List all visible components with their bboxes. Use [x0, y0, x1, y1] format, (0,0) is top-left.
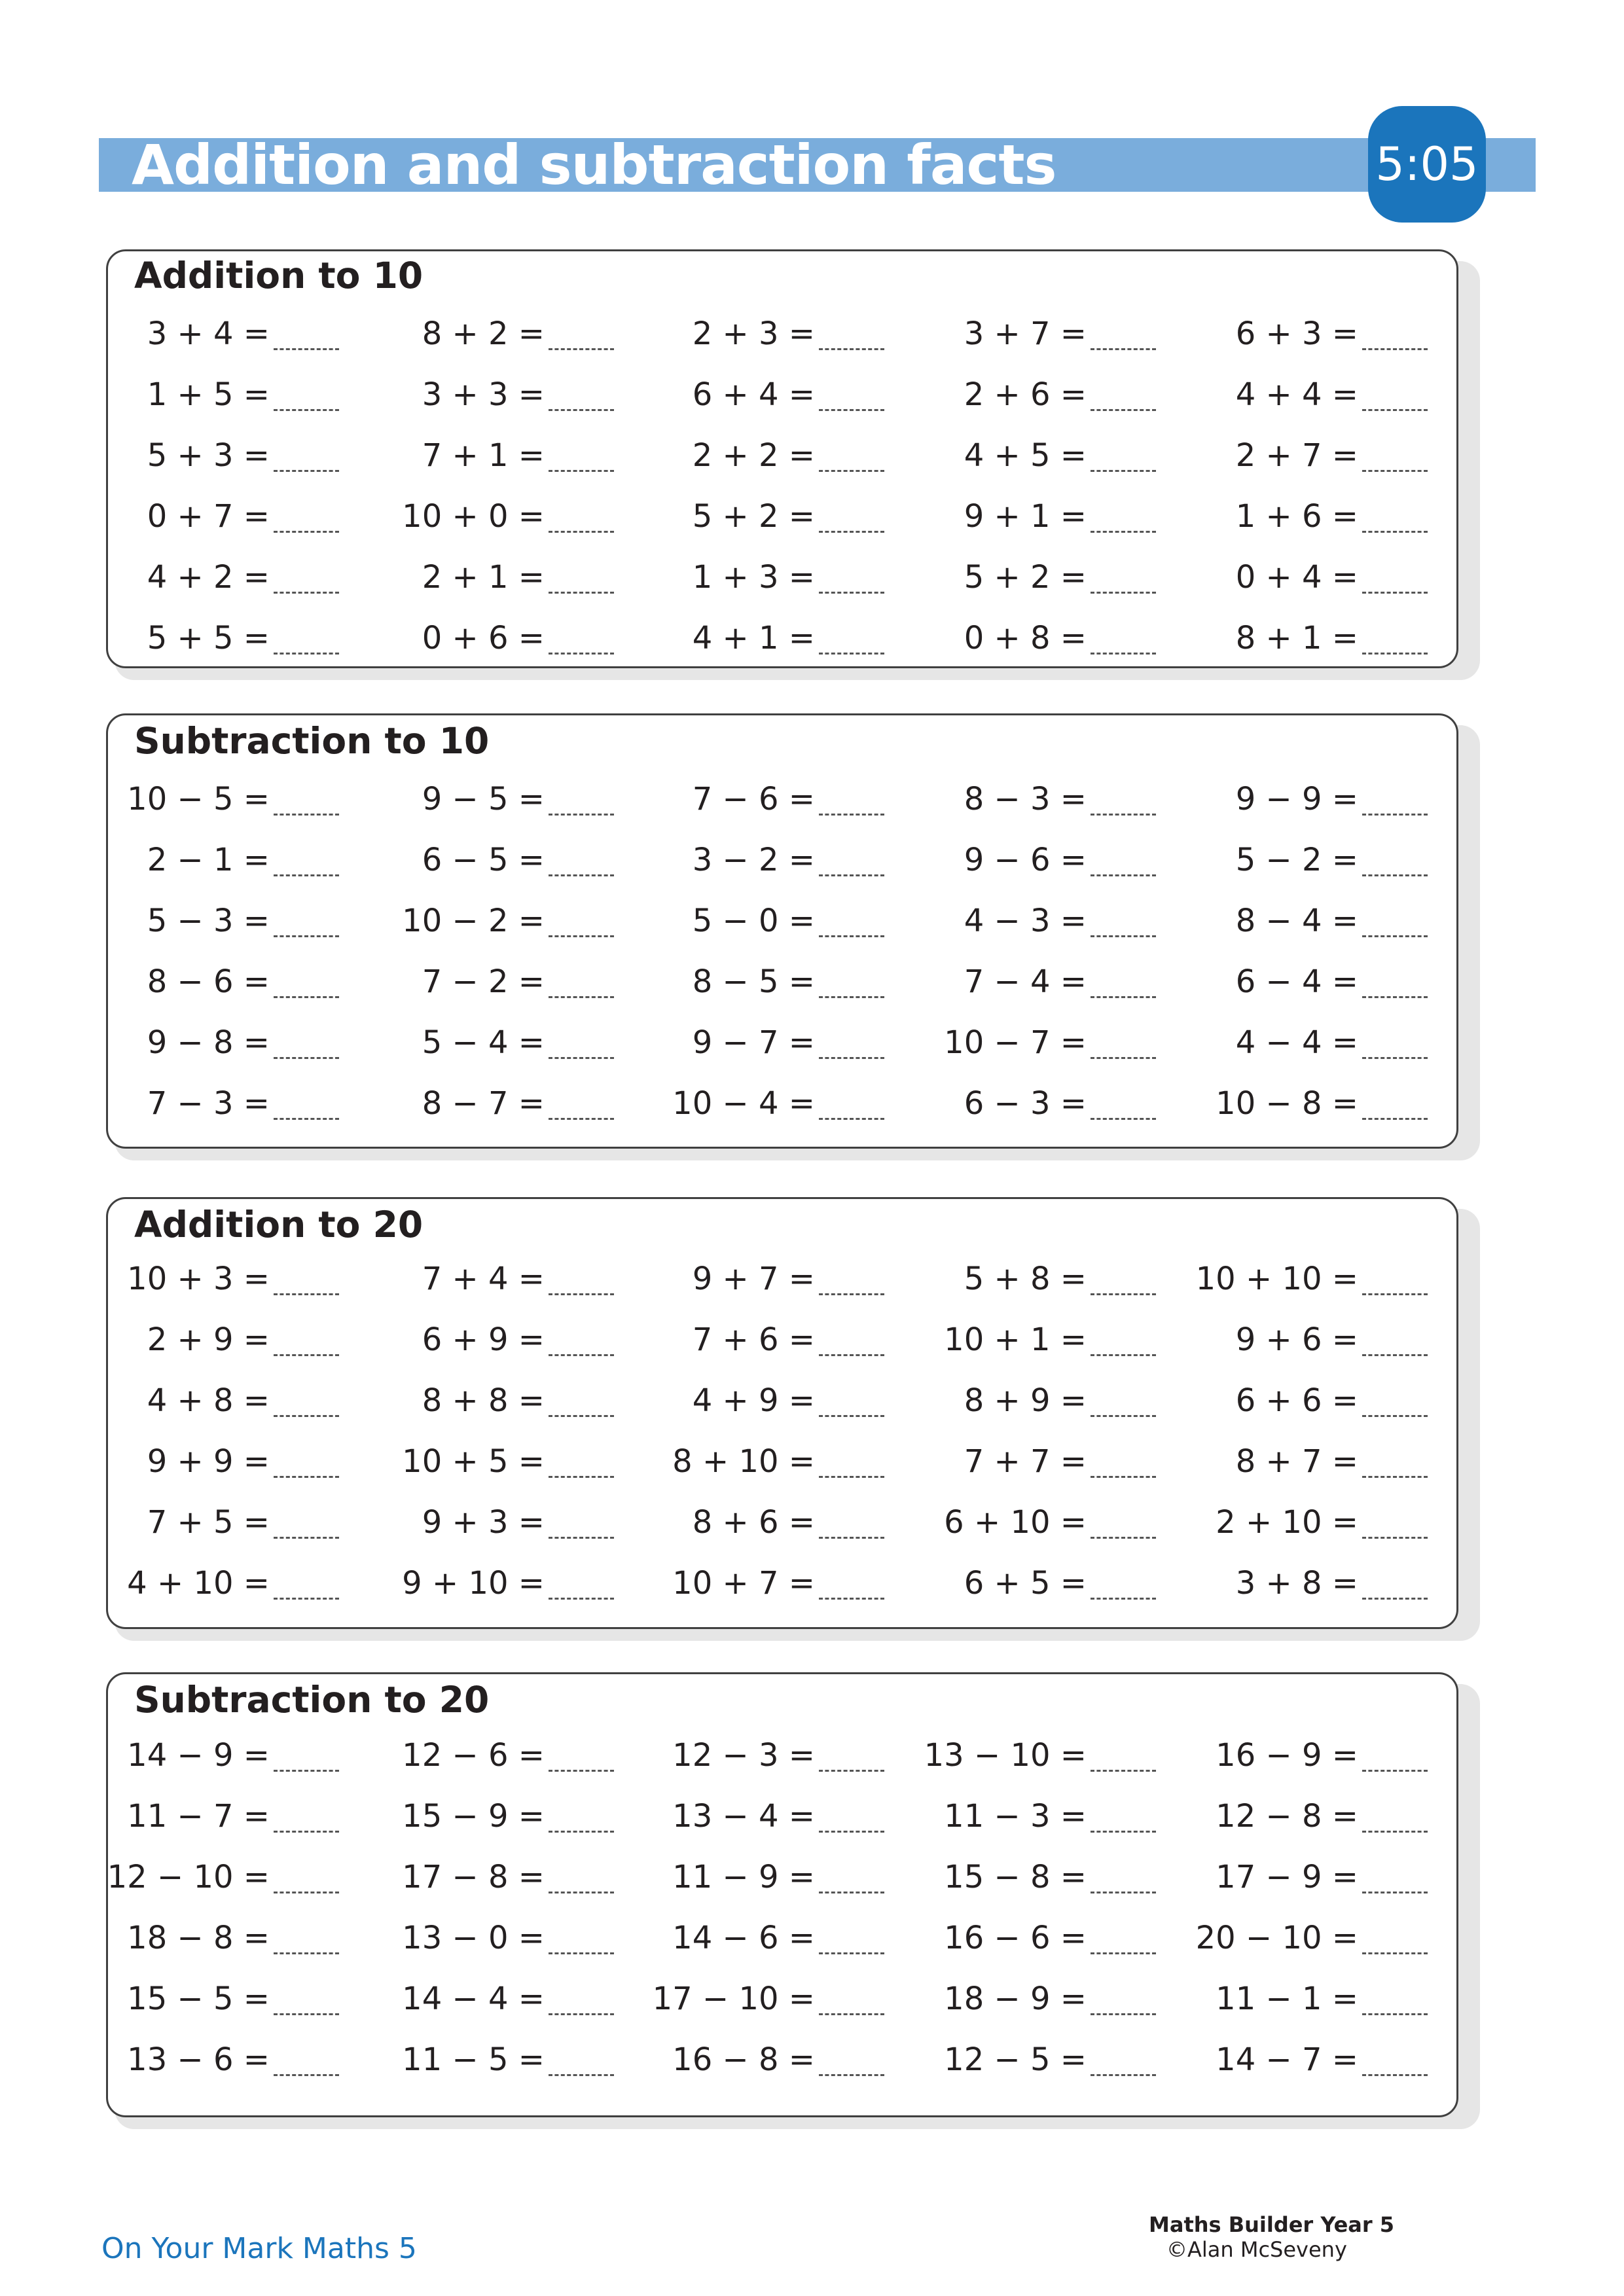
math-problem: 2 + 2 =: [692, 437, 815, 474]
math-problem: 15 − 5 =: [127, 1981, 270, 2017]
answer-blank[interactable]: [1091, 2074, 1156, 2076]
section-title: Addition to 10: [134, 255, 424, 296]
answer-blank[interactable]: [1091, 2013, 1156, 2015]
math-problem: 4 + 4 =: [1235, 376, 1358, 413]
answer-blank[interactable]: [274, 1831, 339, 1833]
math-problem: 3 + 4 =: [147, 315, 270, 352]
answer-blank[interactable]: [274, 1057, 339, 1059]
answer-blank[interactable]: [274, 1537, 339, 1539]
math-problem: 17 − 8 =: [402, 1859, 545, 1895]
answer-blank[interactable]: [274, 1118, 339, 1120]
math-problem: 4 + 8 =: [147, 1382, 270, 1419]
math-problem: 9 − 8 =: [147, 1024, 270, 1061]
answer-blank[interactable]: [1091, 935, 1156, 937]
answer-blank[interactable]: [1362, 1293, 1428, 1295]
math-problem: 2 − 1 =: [147, 842, 270, 878]
math-problem: 10 − 7 =: [944, 1024, 1087, 1061]
answer-blank[interactable]: [1362, 814, 1428, 816]
math-problem: 8 + 7 =: [1235, 1443, 1358, 1480]
math-problem: 2 + 3 =: [692, 315, 815, 352]
math-problem: 1 + 6 =: [1235, 498, 1358, 535]
math-problem: 13 − 4 =: [672, 1798, 815, 1835]
answer-blank[interactable]: [549, 996, 614, 998]
math-problem: 6 + 6 =: [1235, 1382, 1358, 1419]
math-problem: 7 + 4 =: [422, 1261, 545, 1297]
section-title: Subtraction to 20: [134, 1679, 490, 1721]
math-problem: 8 − 7 =: [422, 1085, 545, 1122]
math-problem: 13 − 6 =: [127, 2041, 270, 2078]
answer-blank[interactable]: [1362, 1118, 1428, 1120]
answer-blank[interactable]: [1091, 1598, 1156, 1600]
answer-blank[interactable]: [1091, 1057, 1156, 1059]
math-problem: 4 + 10 =: [127, 1565, 270, 1602]
answer-blank[interactable]: [1362, 470, 1428, 472]
answer-blank[interactable]: [1091, 1354, 1156, 1356]
answer-blank[interactable]: [1362, 1770, 1428, 1772]
answer-blank[interactable]: [1091, 1952, 1156, 1954]
answer-blank[interactable]: [819, 1476, 884, 1478]
math-problem: 6 + 3 =: [1235, 315, 1358, 352]
math-problem: 4 + 9 =: [692, 1382, 815, 1419]
math-problem: 5 + 5 =: [147, 620, 270, 656]
answer-blank[interactable]: [549, 1118, 614, 1120]
math-problem: 13 − 0 =: [402, 1920, 545, 1956]
answer-blank[interactable]: [549, 2013, 614, 2015]
answer-blank[interactable]: [1091, 996, 1156, 998]
math-problem: 14 − 9 =: [127, 1737, 270, 1774]
math-problem: 5 − 2 =: [1235, 842, 1358, 878]
math-problem: 4 − 4 =: [1235, 1024, 1358, 1061]
answer-blank[interactable]: [1091, 1770, 1156, 1772]
answer-blank[interactable]: [1362, 592, 1428, 594]
answer-blank[interactable]: [549, 592, 614, 594]
answer-blank[interactable]: [819, 1293, 884, 1295]
math-problem: 14 − 6 =: [672, 1920, 815, 1956]
math-problem: 8 + 2 =: [422, 315, 545, 352]
answer-blank[interactable]: [1362, 1537, 1428, 1539]
answer-blank[interactable]: [1362, 1476, 1428, 1478]
math-problem: 10 + 10 =: [1195, 1261, 1358, 1297]
math-problem: 7 − 3 =: [147, 1085, 270, 1122]
answer-blank[interactable]: [1091, 592, 1156, 594]
math-problem: 12 − 8 =: [1216, 1798, 1358, 1835]
answer-blank[interactable]: [549, 1293, 614, 1295]
math-problem: 13 − 10 =: [924, 1737, 1087, 1774]
math-problem: 10 + 5 =: [402, 1443, 545, 1480]
answer-blank[interactable]: [1091, 348, 1156, 350]
math-problem: 0 + 4 =: [1235, 559, 1358, 596]
math-problem: 6 − 4 =: [1235, 963, 1358, 1000]
math-problem: 4 + 2 =: [147, 559, 270, 596]
math-problem: 8 + 10 =: [672, 1443, 815, 1480]
math-problem: 7 + 7 =: [964, 1443, 1087, 1480]
answer-blank[interactable]: [274, 1892, 339, 1893]
answer-blank[interactable]: [819, 1831, 884, 1833]
answer-blank[interactable]: [549, 2074, 614, 2076]
math-problem: 18 − 9 =: [944, 1981, 1087, 2017]
math-problem: 0 + 6 =: [422, 620, 545, 656]
answer-blank[interactable]: [819, 653, 884, 655]
math-problem: 15 − 9 =: [402, 1798, 545, 1835]
math-problem: 8 − 6 =: [147, 963, 270, 1000]
math-problem: 5 + 2 =: [692, 498, 815, 535]
answer-blank[interactable]: [1362, 1598, 1428, 1600]
section-title: Addition to 20: [134, 1204, 424, 1246]
answer-blank[interactable]: [274, 996, 339, 998]
math-problem: 9 + 9 =: [147, 1443, 270, 1480]
answer-blank[interactable]: [819, 409, 884, 411]
math-problem: 5 + 3 =: [147, 437, 270, 474]
math-problem: 16 − 6 =: [944, 1920, 1087, 1956]
math-problem: 9 + 7 =: [692, 1261, 815, 1297]
answer-blank[interactable]: [274, 814, 339, 816]
answer-blank[interactable]: [274, 874, 339, 876]
math-problem: 6 + 10 =: [944, 1504, 1087, 1541]
answer-blank[interactable]: [819, 2074, 884, 2076]
math-problem: 18 − 8 =: [127, 1920, 270, 1956]
answer-blank[interactable]: [819, 1952, 884, 1954]
math-problem: 9 + 1 =: [964, 498, 1087, 535]
math-problem: 8 + 1 =: [1235, 620, 1358, 656]
math-problem: 0 + 8 =: [964, 620, 1087, 656]
math-problem: 5 − 3 =: [147, 903, 270, 939]
math-problem: 8 − 3 =: [964, 781, 1087, 817]
answer-blank[interactable]: [274, 1952, 339, 1954]
answer-blank[interactable]: [549, 1057, 614, 1059]
unit-badge: 5:05: [1368, 106, 1486, 223]
answer-blank[interactable]: [819, 1892, 884, 1893]
answer-blank[interactable]: [549, 1952, 614, 1954]
answer-blank[interactable]: [1362, 874, 1428, 876]
math-problem: 5 − 0 =: [692, 903, 815, 939]
answer-blank[interactable]: [549, 1892, 614, 1893]
answer-blank[interactable]: [1091, 653, 1156, 655]
answer-blank[interactable]: [819, 1598, 884, 1600]
answer-blank[interactable]: [274, 935, 339, 937]
math-problem: 10 − 4 =: [672, 1085, 815, 1122]
math-problem: 9 + 10 =: [402, 1565, 545, 1602]
answer-blank[interactable]: [819, 1770, 884, 1772]
math-problem: 12 − 3 =: [672, 1737, 815, 1774]
math-problem: 7 − 6 =: [692, 781, 815, 817]
math-problem: 10 + 3 =: [127, 1261, 270, 1297]
answer-blank[interactable]: [819, 996, 884, 998]
math-problem: 11 − 5 =: [402, 2041, 545, 2078]
answer-blank[interactable]: [549, 1598, 614, 1600]
answer-blank[interactable]: [549, 935, 614, 937]
answer-blank[interactable]: [1362, 1892, 1428, 1893]
answer-blank[interactable]: [819, 592, 884, 594]
answer-blank[interactable]: [1362, 348, 1428, 350]
answer-blank[interactable]: [274, 1293, 339, 1295]
math-problem: 4 − 3 =: [964, 903, 1087, 939]
answer-blank[interactable]: [819, 470, 884, 472]
math-problem: 4 + 1 =: [692, 620, 815, 656]
footer-book-title: Maths Builder Year 5: [1149, 2212, 1395, 2237]
answer-blank[interactable]: [274, 531, 339, 533]
answer-blank[interactable]: [274, 348, 339, 350]
math-problem: 12 − 5 =: [944, 2041, 1087, 2078]
answer-blank[interactable]: [1362, 1354, 1428, 1356]
math-problem: 1 + 5 =: [147, 376, 270, 413]
answer-blank[interactable]: [1362, 2013, 1428, 2015]
answer-blank[interactable]: [1362, 531, 1428, 533]
answer-blank[interactable]: [819, 348, 884, 350]
math-problem: 2 + 9 =: [147, 1321, 270, 1358]
answer-blank[interactable]: [1362, 653, 1428, 655]
math-problem: 3 + 7 =: [964, 315, 1087, 352]
math-problem: 9 + 6 =: [1235, 1321, 1358, 1358]
answer-blank[interactable]: [549, 653, 614, 655]
answer-blank[interactable]: [819, 531, 884, 533]
answer-blank[interactable]: [549, 814, 614, 816]
answer-blank[interactable]: [274, 1415, 339, 1417]
math-problem: 11 − 3 =: [944, 1798, 1087, 1835]
math-problem: 14 − 4 =: [402, 1981, 545, 2017]
answer-blank[interactable]: [819, 2013, 884, 2015]
math-problem: 16 − 9 =: [1216, 1737, 1358, 1774]
math-problem: 9 + 3 =: [422, 1504, 545, 1541]
math-problem: 5 + 2 =: [964, 559, 1087, 596]
math-problem: 0 + 7 =: [147, 498, 270, 535]
answer-blank[interactable]: [1091, 470, 1156, 472]
answer-blank[interactable]: [1091, 1476, 1156, 1478]
answer-blank[interactable]: [1362, 1415, 1428, 1417]
math-problem: 10 − 8 =: [1216, 1085, 1358, 1122]
answer-blank[interactable]: [549, 874, 614, 876]
math-problem: 11 − 7 =: [127, 1798, 270, 1835]
math-problem: 15 − 8 =: [944, 1859, 1087, 1895]
answer-blank[interactable]: [549, 348, 614, 350]
answer-blank[interactable]: [1362, 935, 1428, 937]
answer-blank[interactable]: [274, 653, 339, 655]
math-problem: 7 + 6 =: [692, 1321, 815, 1358]
answer-blank[interactable]: [549, 531, 614, 533]
answer-blank[interactable]: [549, 1831, 614, 1833]
math-problem: 17 − 9 =: [1216, 1859, 1358, 1895]
math-problem: 9 − 7 =: [692, 1024, 815, 1061]
answer-blank[interactable]: [549, 409, 614, 411]
answer-blank[interactable]: [549, 1476, 614, 1478]
math-problem: 2 + 10 =: [1216, 1504, 1358, 1541]
answer-blank[interactable]: [1091, 531, 1156, 533]
answer-blank[interactable]: [1091, 1415, 1156, 1417]
section-title: Subtraction to 10: [134, 720, 490, 762]
math-problem: 9 − 6 =: [964, 842, 1087, 878]
answer-blank[interactable]: [549, 470, 614, 472]
footer-series: On Your Mark Maths 5: [101, 2232, 417, 2265]
math-problem: 11 − 1 =: [1216, 1981, 1358, 2017]
math-problem: 17 − 10 =: [652, 1981, 815, 2017]
answer-blank[interactable]: [1362, 1831, 1428, 1833]
answer-blank[interactable]: [274, 2074, 339, 2076]
answer-blank[interactable]: [1091, 814, 1156, 816]
math-problem: 10 + 1 =: [944, 1321, 1087, 1358]
math-problem: 8 − 5 =: [692, 963, 815, 1000]
answer-blank[interactable]: [1091, 409, 1156, 411]
answer-blank[interactable]: [1091, 1293, 1156, 1295]
answer-blank[interactable]: [1091, 1118, 1156, 1120]
math-problem: 7 − 2 =: [422, 963, 545, 1000]
answer-blank[interactable]: [819, 1537, 884, 1539]
answer-blank[interactable]: [274, 1770, 339, 1772]
answer-blank[interactable]: [274, 409, 339, 411]
answer-blank[interactable]: [549, 1537, 614, 1539]
answer-blank[interactable]: [549, 1354, 614, 1356]
answer-blank[interactable]: [819, 935, 884, 937]
answer-blank[interactable]: [274, 2013, 339, 2015]
math-problem: 3 − 2 =: [692, 842, 815, 878]
math-problem: 7 − 4 =: [964, 963, 1087, 1000]
answer-blank[interactable]: [274, 1476, 339, 1478]
answer-blank[interactable]: [274, 470, 339, 472]
math-problem: 6 + 4 =: [692, 376, 815, 413]
math-problem: 10 − 5 =: [127, 781, 270, 817]
math-problem: 8 + 6 =: [692, 1504, 815, 1541]
answer-blank[interactable]: [1091, 1537, 1156, 1539]
math-problem: 7 + 1 =: [422, 437, 545, 474]
math-problem: 10 + 7 =: [672, 1565, 815, 1602]
answer-blank[interactable]: [819, 1118, 884, 1120]
math-problem: 11 − 9 =: [672, 1859, 815, 1895]
math-problem: 20 − 10 =: [1195, 1920, 1358, 1956]
math-problem: 4 + 5 =: [964, 437, 1087, 474]
answer-blank[interactable]: [274, 1598, 339, 1600]
math-problem: 1 + 3 =: [692, 559, 815, 596]
answer-blank[interactable]: [1362, 1057, 1428, 1059]
answer-blank[interactable]: [1091, 1831, 1156, 1833]
answer-blank[interactable]: [274, 1354, 339, 1356]
math-problem: 3 + 8 =: [1235, 1565, 1358, 1602]
math-problem: 3 + 3 =: [422, 376, 545, 413]
answer-blank[interactable]: [1091, 1892, 1156, 1893]
math-problem: 7 + 5 =: [147, 1504, 270, 1541]
answer-blank[interactable]: [1362, 409, 1428, 411]
math-problem: 14 − 7 =: [1216, 2041, 1358, 2078]
math-problem: 6 − 5 =: [422, 842, 545, 878]
math-problem: 2 + 7 =: [1235, 437, 1358, 474]
answer-blank[interactable]: [1362, 996, 1428, 998]
answer-blank[interactable]: [819, 814, 884, 816]
answer-blank[interactable]: [1362, 2074, 1428, 2076]
math-problem: 8 + 9 =: [964, 1382, 1087, 1419]
math-problem: 8 − 4 =: [1235, 903, 1358, 939]
math-problem: 8 + 8 =: [422, 1382, 545, 1419]
math-problem: 12 − 10 =: [107, 1859, 270, 1895]
answer-blank[interactable]: [549, 1770, 614, 1772]
page-title: Addition and subtraction facts: [132, 133, 1056, 197]
math-problem: 2 + 1 =: [422, 559, 545, 596]
answer-blank[interactable]: [1362, 1952, 1428, 1954]
math-problem: 5 − 4 =: [422, 1024, 545, 1061]
math-problem: 6 + 5 =: [964, 1565, 1087, 1602]
answer-blank[interactable]: [274, 592, 339, 594]
answer-blank[interactable]: [1091, 874, 1156, 876]
answer-blank[interactable]: [819, 1057, 884, 1059]
answer-blank[interactable]: [819, 874, 884, 876]
math-problem: 10 + 0 =: [402, 498, 545, 535]
math-problem: 2 + 6 =: [964, 376, 1087, 413]
math-problem: 12 − 6 =: [402, 1737, 545, 1774]
math-problem: 16 − 8 =: [672, 2041, 815, 2078]
answer-blank[interactable]: [819, 1354, 884, 1356]
footer-copyright: ©Alan McSeveny: [1166, 2237, 1347, 2262]
math-problem: 6 + 9 =: [422, 1321, 545, 1358]
math-problem: 5 + 8 =: [964, 1261, 1087, 1297]
math-problem: 9 − 9 =: [1235, 781, 1358, 817]
math-problem: 10 − 2 =: [402, 903, 545, 939]
math-problem: 6 − 3 =: [964, 1085, 1087, 1122]
answer-blank[interactable]: [819, 1415, 884, 1417]
math-problem: 9 − 5 =: [422, 781, 545, 817]
answer-blank[interactable]: [549, 1415, 614, 1417]
